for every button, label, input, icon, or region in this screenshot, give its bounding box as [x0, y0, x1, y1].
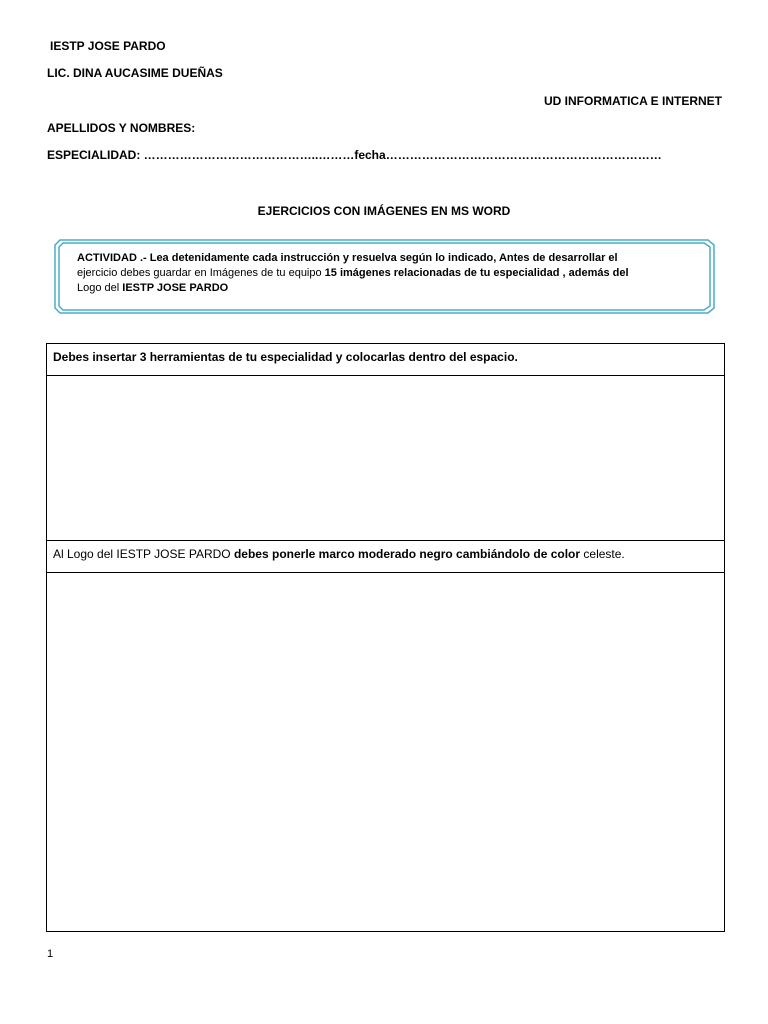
exercise-table [46, 343, 725, 932]
activity-line-1: ACTIVIDAD .- Lea detenidamente cada instrucción y resuelva según lo indicado, Antes de desarrollar el [77, 252, 618, 264]
teacher-name: LIC. DINA AUCASIME DUEÑAS [47, 66, 223, 80]
names-label: APELLIDOS Y NOMBRES: [47, 121, 196, 135]
activity-instructions [77, 251, 677, 296]
exercise-2-instruction: Al Logo del IESTP JOSE PARDO debes ponerle marco moderado negro cambiándolo de color celeste. [47, 541, 724, 573]
institution-name: IESTP JOSE PARDO [50, 39, 166, 53]
course-name: UD INFORMATICA E INTERNET [544, 94, 722, 108]
page-number: 1 [47, 948, 54, 960]
activity-line-2: ejercicio debes guardar en Imágenes de tu equipo 15 imágenes relacionadas de tu especialidad , además del [77, 267, 629, 279]
activity-callout [52, 239, 716, 314]
page-title: EJERCICIOS CON IMÁGENES EN MS WORD [257, 204, 511, 218]
specialty-date-line: ESPECIALIDAD: ……………………………………..………fecha…………………………………………………………… [47, 148, 662, 162]
exercise-1-answer-space[interactable] [47, 376, 724, 541]
activity-line-3: Logo del IESTP JOSE PARDO [77, 282, 229, 294]
exercise-1-instruction: Debes insertar 3 herramientas de tu especialidad y colocarlas dentro del espacio. [47, 344, 724, 376]
exercise-2-answer-space[interactable] [47, 573, 724, 931]
